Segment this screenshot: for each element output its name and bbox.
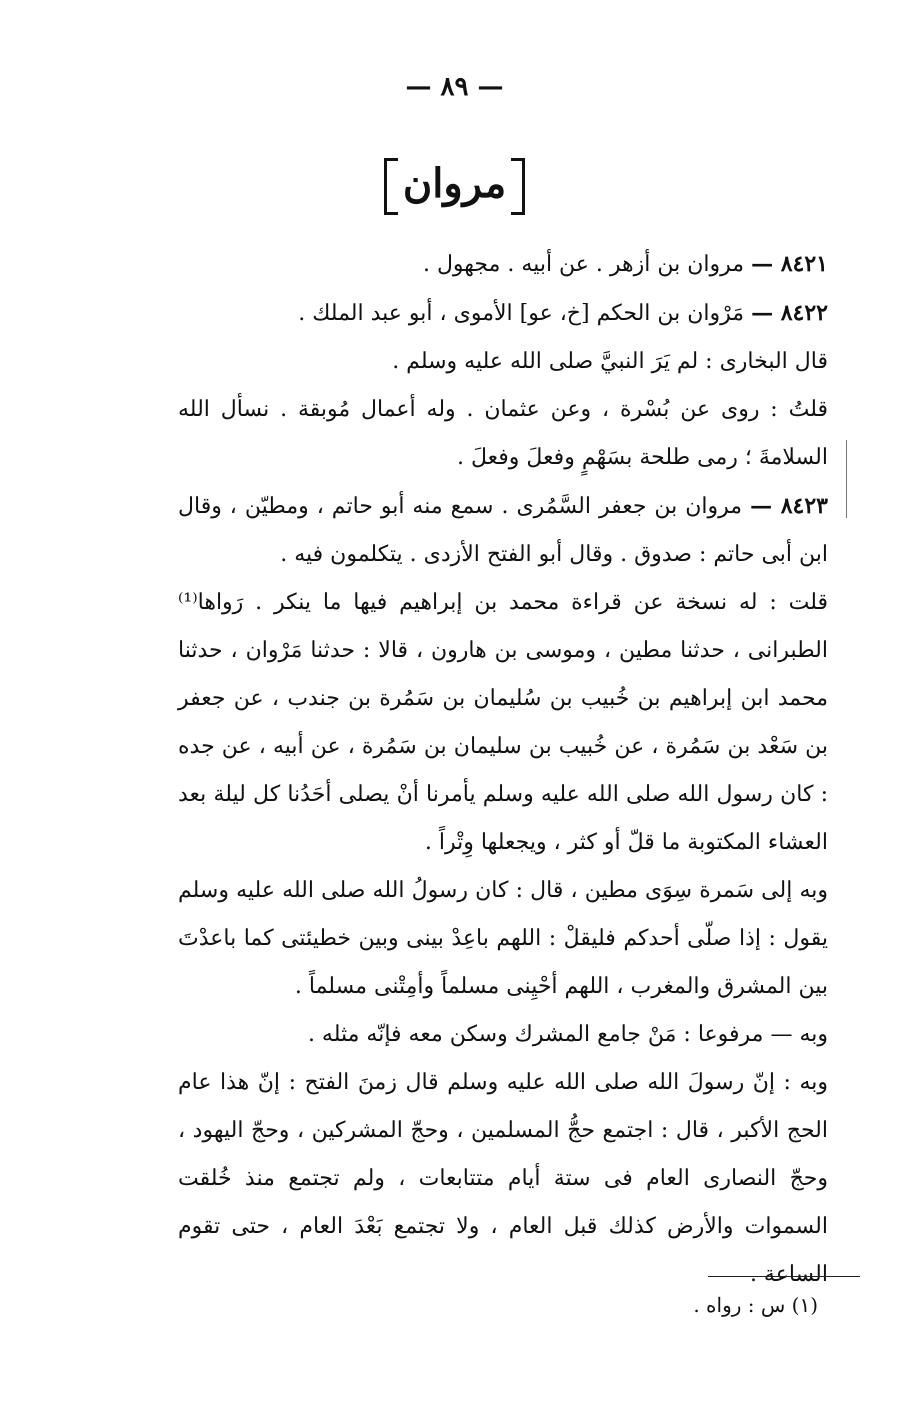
paragraph-text: وبه : إنّ رسولَ الله صلى الله عليه وسلم قال زمنَ الفتح : إنّ هذا عام الحج الأكبر ، قال : اجتمع حجُّ المسلمين ، وحجّ المشركين ، وحجّ اليهود ، وحجّ النصارى العام فى ستة أيام متتابعات ، ولم تجتمع منذ خُلقت السموات والأرض كذلك قبل العام ، ولا تجتمع بَعْدَ العام ، حتى تقوم الساعة .	[178, 1070, 828, 1287]
paragraph-text: مروان بن أزهر . عن أبيه . مجهول .	[422, 252, 752, 277]
entry-paragraph	[178, 289, 828, 338]
entry-paragraph	[178, 240, 828, 289]
paragraph-text: قال البخارى : لم يَرَ النبيَّ صلى الله عليه وسلم .	[392, 349, 828, 374]
body-text	[178, 240, 828, 1299]
entry-number: ٨٤٢٢ —	[751, 300, 828, 326]
entry-number: ٨٤٢١ —	[751, 251, 828, 277]
page-number: — ٨٩ —	[405, 72, 504, 102]
paragraph-text: قلتُ : روى عن بُسْرة ، وعن عثمان . وله أعمال مُوبقة . نسأل الله السلامةَ ؛ رمى طلحة بسَهْمٍ وفعلَ وفعلَ .	[178, 397, 828, 470]
entry-paragraph	[178, 482, 828, 579]
paragraph	[178, 1011, 828, 1059]
paragraph	[178, 338, 828, 386]
paragraph-text: وبه — مرفوعا : مَنْ جامع المشرك وسكن معه فإنّه مثله .	[307, 1022, 828, 1047]
section-heading-title: مروان	[384, 158, 525, 215]
paragraph-text: قلت : له نسخة عن قراءة محمد بن إبراهيم فيها ما ينكر . رَواها⁽¹⁾ الطبرانى ، حدثنا مطين ، وموسى بن هارون ، قالا : حدثنا مَرْوان ، حدثنا محمد ابن إبراهيم بن خُبيب بن سُليمان بن سَمُرة بن جندب ، عن جعفر بن سَعْد بن سَمُرة ، عن خُبيب بن سليمان بن سَمُرة ، عن أبيه ، عن جده : كان رسول الله صلى الله عليه وسلم يأمرنا أنْ يصلى أحَدُنا كل ليلة بعد العشاء المكتوبة ما قلّ أو كثر ، ويجعلها وِتْراً .	[178, 590, 828, 855]
paragraph-text: وبه إلى سَمرة سِوَى مطين ، قال : كان رسولُ الله صلى الله عليه وسلم يقول : إذا صلّى أحدكم فليقلْ : اللهم باعِدْ بينى وبين خطيئتى كما باعدْتَ بين المشرق والمغرب ، اللهم أحْيِنى مسلماً وأمِتْنى مسلماً .	[178, 878, 828, 999]
paragraph-text: مروان بن جعفر السَّمُرى . سمع منه أبو حاتم ، ومطيّن ، وقال ابن أبى حاتم : صدوق . وقال أبو الفتح الأزدى . يتكلمون فيه .	[178, 494, 828, 567]
footnote: (١) س : رواه .	[693, 1293, 818, 1317]
paragraph	[178, 579, 828, 867]
paragraph-text: مَرْوان بن الحكم [خ، عو] الأموى ، أبو عبد الملك .	[298, 301, 752, 326]
paragraph	[178, 867, 828, 1011]
footnote-divider	[708, 1276, 860, 1277]
section-heading	[0, 158, 909, 215]
paragraph	[178, 1059, 828, 1299]
entry-number: ٨٤٢٣ —	[750, 493, 828, 519]
margin-line	[846, 440, 847, 518]
paragraph	[178, 386, 828, 482]
